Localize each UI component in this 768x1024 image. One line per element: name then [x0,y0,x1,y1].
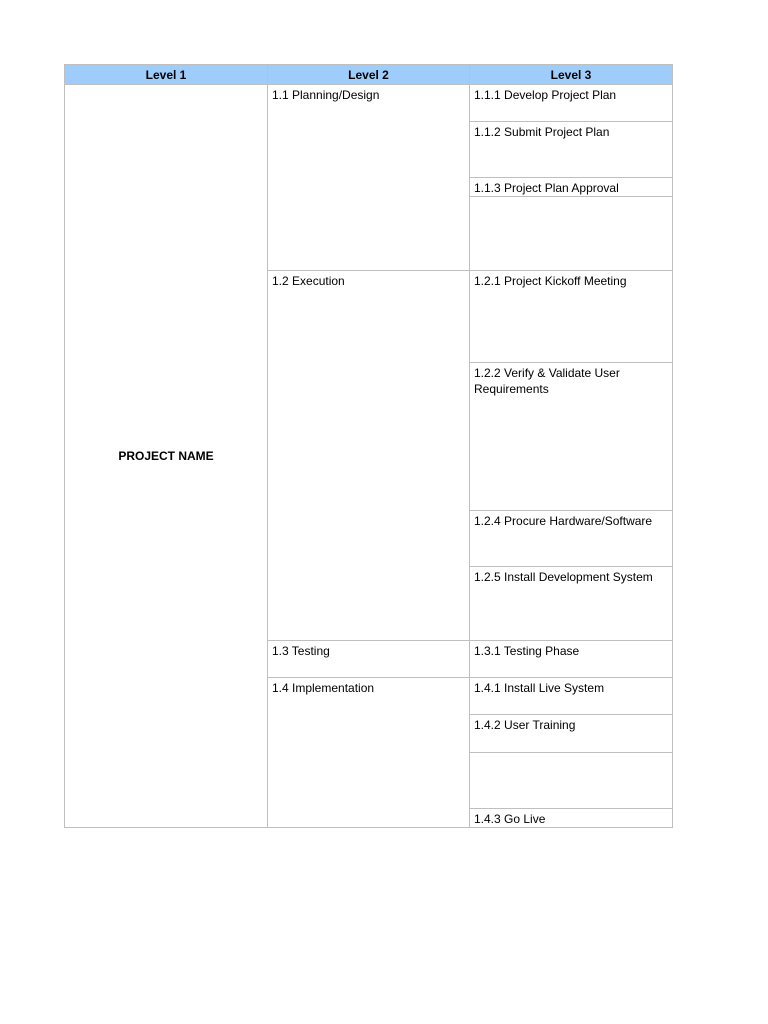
header-row [65,65,673,85]
implementation-cell: 1.4 Implementation [268,678,470,828]
user-training-cell: 1.4.2 User Training [470,715,673,753]
header-level-3: Level 3 [470,65,673,85]
table-row [65,85,673,122]
install-development-system-cell: 1.2.5 Install Development System [470,567,673,641]
project-plan-approval-cell: 1.1.3 Project Plan Approval [470,178,673,197]
go-live-cell: 1.4.3 Go Live [470,809,673,828]
planning-design-cell: 1.1 Planning/Design [268,85,470,271]
project-kickoff-meeting-cell: 1.2.1 Project Kickoff Meeting [470,271,673,363]
header-level-2: Level 2 [268,65,470,85]
empty-cell [470,197,673,271]
testing-phase-cell: 1.3.1 Testing Phase [470,641,673,678]
execution-cell: 1.2 Execution [268,271,470,641]
testing-cell: 1.3 Testing [268,641,470,678]
develop-project-plan-cell: 1.1.1 Develop Project Plan [470,85,673,122]
empty-cell [470,753,673,809]
verify-validate-requirements-cell: 1.2.2 Verify & Validate User Requirements [470,363,673,511]
header-level-1: Level 1 [65,65,268,85]
wbs-table [64,64,673,828]
procure-hardware-software-cell: 1.2.4 Procure Hardware/Software [470,511,673,567]
project-name-cell: PROJECT NAME [65,85,268,828]
submit-project-plan-cell: 1.1.2 Submit Project Plan [470,122,673,178]
install-live-system-cell: 1.4.1 Install Live System [470,678,673,715]
